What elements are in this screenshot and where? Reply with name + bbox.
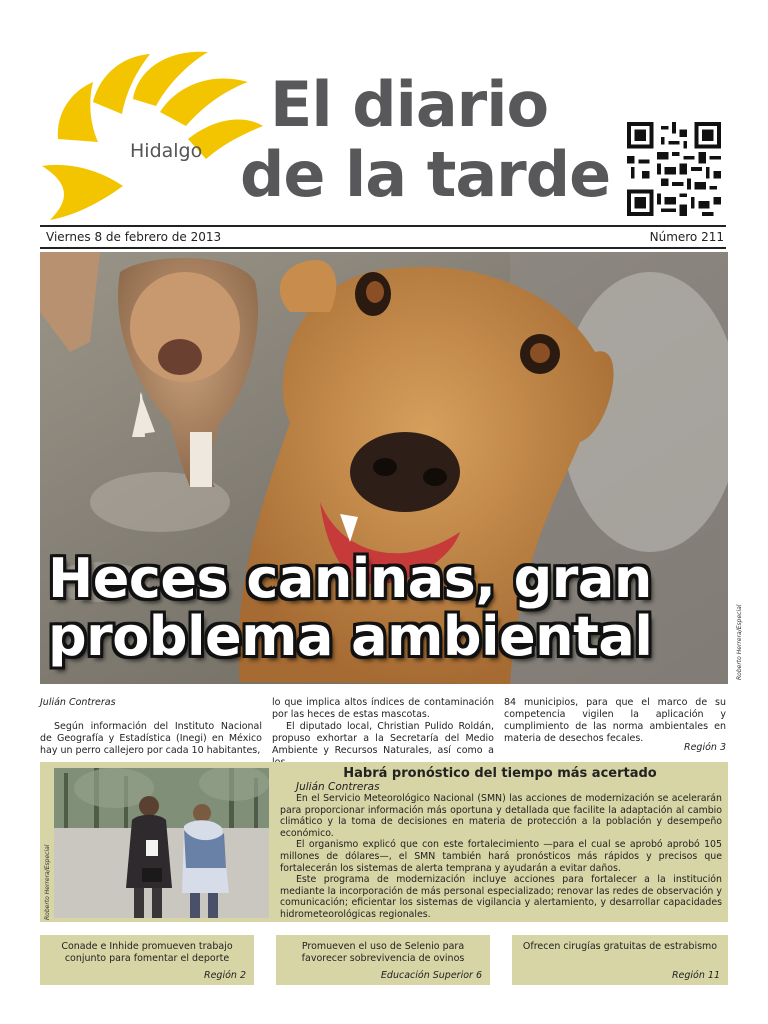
feature-paragraph-2: El organismo explicó que con este fortalecimiento —para el cual se aprobó aprobó 105 millones de dólares—, el SMN también hará pronósticos más rápidos y precisos que fortalecerán los sistemas de alerta temprana y ayudarán a evitar daños. [280, 839, 722, 874]
masthead-bottom-rule [40, 247, 726, 249]
teaser-title: Promueven el uso de Selenio para favorecer sobrevivencia de ovinos [301, 941, 465, 964]
newspaper-title-line-1: El diario [270, 68, 549, 141]
teaser-section: Región 11 [671, 970, 720, 981]
lead-article-column-3 [504, 697, 726, 745]
lead-photo-credit: Roberto Herrera/Especial [736, 604, 743, 680]
region-name: Hidalgo [130, 140, 203, 162]
feature-article-body [280, 793, 722, 921]
feature-photo-pedestrians [54, 768, 269, 918]
feature-byline: Julián Contreras [296, 781, 380, 793]
feature-paragraph-3: Este programa de modernización incluye acciones para fortalecer a la institución mediante la incorporación de más personal especializado; renovar las redes de observación y comunicación; eficientar los sistemas de vigilancia y alertamiento, y desarrollar capacidades hidrometeorológicas regionales. [280, 874, 722, 920]
teaser-selenio[interactable] [276, 935, 490, 985]
teaser-section: Región 2 [203, 970, 246, 981]
lead-paragraph-3: El diputado local, Christian Pulido Roldán, propuso exhortar a la Secretaría del Medio Ambiente y Recursos Naturales, así como a [272, 721, 494, 756]
feature-paragraph-1: En el Servicio Meteorológico Nacional (SMN) las acciones de modernización se acelerarán para proporcionar información más oportuna y detallada que facilite la adaptación al cambio climático y la toma de decisiones en materia de protección a la población y desempeño económico. [280, 793, 722, 839]
lead-byline: Julián Contreras [40, 697, 116, 708]
masthead-top-rule [40, 225, 726, 227]
sun-logo-icon [38, 44, 266, 224]
newspaper-title-line-2: de la tarde [240, 138, 611, 211]
qr-code-icon [627, 122, 721, 216]
feature-headline: Habrá pronóstico del tiempo más acertado [343, 766, 657, 781]
issue-number: Número 211 [649, 230, 724, 244]
feature-photo-credit: Roberto Herrera/Especial [44, 844, 51, 920]
lead-section-reference[interactable]: Región 3 [683, 742, 726, 753]
lead-paragraph-4: 84 municipios, para que el marco de su competencia vigilen la aplicación y cumplimiento de las norma ambientales en materia de desechos fecales. [504, 697, 726, 744]
teaser-section: Educación Superior 6 [380, 970, 482, 981]
lead-article-column-2 [272, 697, 494, 769]
publication-date: Viernes 8 de febrero de 2013 [46, 230, 222, 244]
lead-paragraph-1: Según información del Instituto Nacional de Geografía y Estadística (Inegi) en México hay un perro callejero por cada 10 habitantes, [40, 721, 262, 756]
lead-article-column-1 [40, 697, 262, 757]
teaser-title: Ofrecen cirugías gratuitas de estrabismo [522, 941, 718, 952]
teaser-estrabismo[interactable] [512, 935, 728, 985]
teaser-deporte[interactable] [40, 935, 254, 985]
lead-paragraph-2: lo que implica altos índices de contaminación por las heces de estas mascotas. [272, 697, 494, 720]
weather-feature-box [40, 762, 728, 922]
teaser-title: Conade e Inhide promueven trabajo conjunto para fomentar el deporte [61, 941, 233, 964]
lead-headline: Heces caninas, gran problema ambiental [48, 547, 653, 668]
